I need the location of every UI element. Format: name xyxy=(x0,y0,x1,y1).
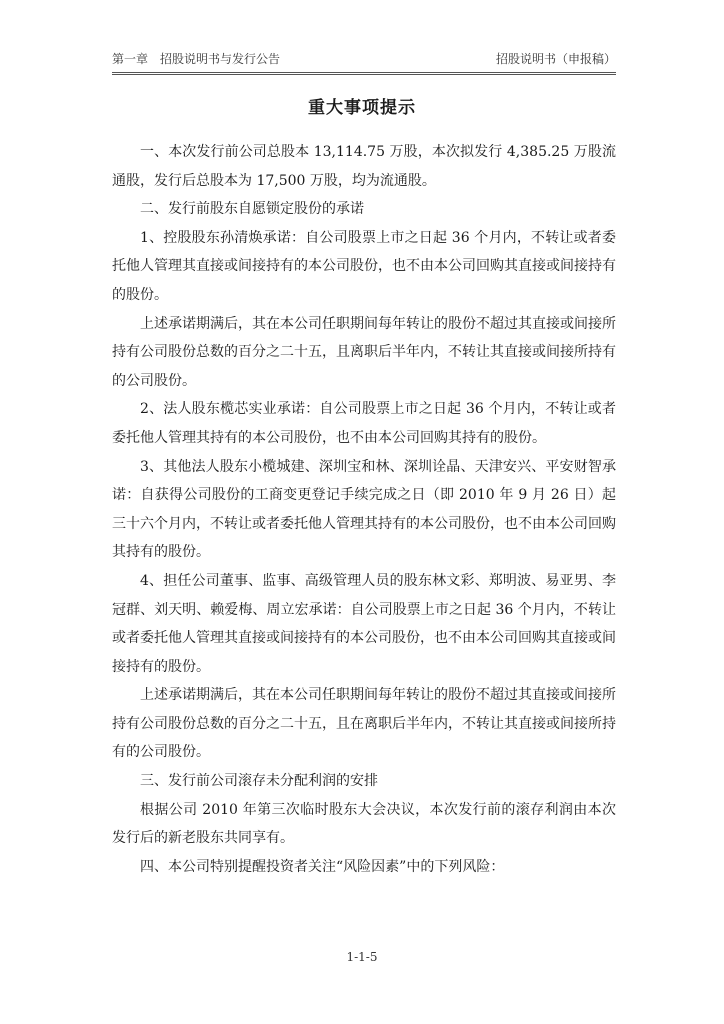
header-divider xyxy=(112,72,616,75)
page-header xyxy=(112,50,616,72)
heading-retained-profits: 三、发行前公司滚存未分配利润的安排 xyxy=(140,773,378,790)
heading-risk-factors: 四、本公司特别提醒投资者关注“风险因素”中的下列风险： xyxy=(140,858,505,875)
paragraph-corporate-shareholder: 2、法人股东榄芯实业承诺：自公司股票上市之日起 36 个月内，不转让或者委托他人管理其持有的本公司股份，也不由本公司回购其持有的股份。 xyxy=(112,401,616,446)
header-chapter: 第一章 招股说明书与发行公告 xyxy=(112,52,281,66)
paragraph-director-shareholders-term: 上述承诺期满后，其在本公司任职期间每年转让的股份不超过其直接或间接所持有公司股份总数的百分之二十五，且在离职后半年内，不转让其直接或间接所持有的公司股份。 xyxy=(112,687,616,761)
header-document-name: 招股说明书（申报稿） xyxy=(495,52,616,66)
body-content xyxy=(112,138,616,881)
paragraph-controlling-shareholder: 1、控股股东孙清焕承诺：自公司股票上市之日起 36 个月内，不转让或者委托他人管理其直接或间接持有的本公司股份，也不由本公司回购其直接或间接持有的股份。 xyxy=(112,229,616,303)
paragraph-retained-profits: 根据公司 2010 年第三次临时股东大会决议，本次发行前的滚存利润由本次发行后的新老股东共同享有。 xyxy=(112,801,616,847)
heading-lockup-commitments: 二、发行前股东自愿锁定股份的承诺 xyxy=(140,201,364,218)
paragraph-director-shareholders: 4、担任公司董事、监事、高级管理人员的股东林文彩、郑明波、易亚男、李冠群、刘天明、赖爱梅、周立宏承诺：自公司股票上市之日起 36 个月内，不转让或者委托他人管理其直接或间接持有的本公司股份，也不由本公司回购其直接或间接持有的股份。 xyxy=(112,572,616,675)
paragraph-share-capital: 一、本次发行前公司总股本 13,114.75 万股，本次拟发行 4,385.25 万股流通股，发行后总股本为 17,500 万股，均为流通股。 xyxy=(112,144,616,189)
paragraph-other-corporate-shareholders: 3、其他法人股东小榄城建、深圳宝和林、深圳诠晶、天津安兴、平安财智承诺：自获得公司股份的工商变更登记手续完成之日（即 2010 年 9 月 26 日）起三十六个月内，不转让或者委托他人管理其持有的本公司股份，也不由本公司回购其持有的股份。 xyxy=(112,458,616,561)
paragraph-controlling-shareholder-term: 上述承诺期满后，其在本公司任职期间每年转让的股份不超过其直接或间接所持有公司股份总数的百分之二十五，且离职后半年内，不转让其直接或间接所持有的公司股份。 xyxy=(112,315,616,389)
page-number: 1-1-5 xyxy=(346,950,378,964)
page-title: 重大事项提示 xyxy=(308,98,416,118)
